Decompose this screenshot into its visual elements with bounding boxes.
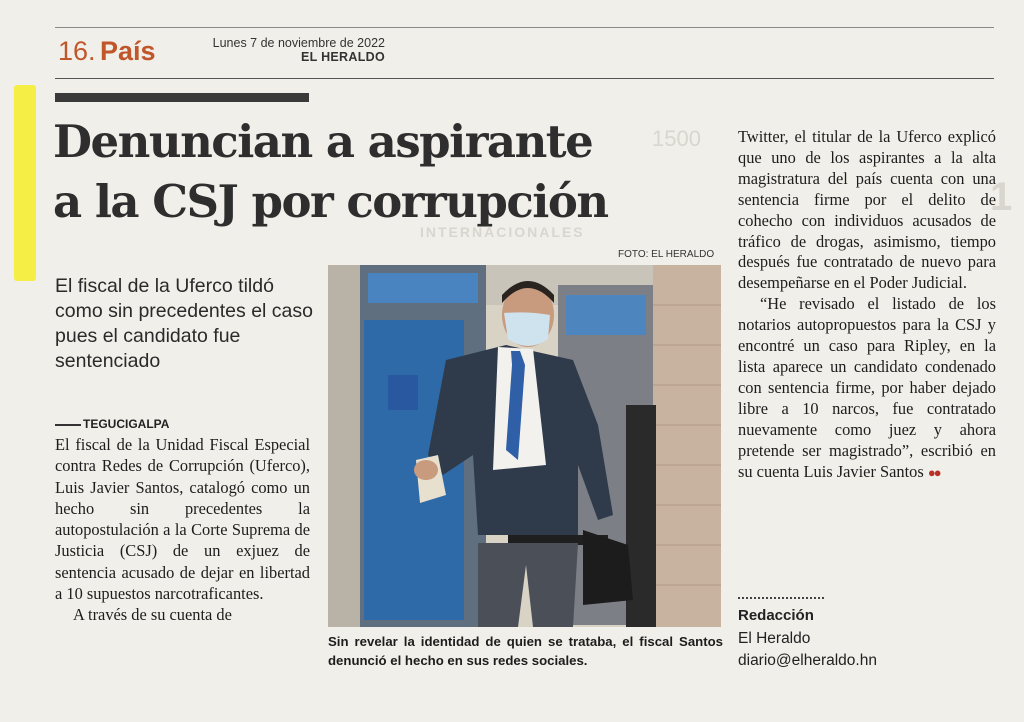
bleed-through-text: 1 [990,175,1013,219]
article-column-3 [738,127,996,483]
end-of-article-mark: ●● [927,464,940,480]
headline-line-2: a la CSJ por corrupción [53,175,608,228]
photo-credit: FOTO: EL HERALDO [618,249,715,260]
photo-illustration [328,265,721,627]
bleed-through-text: INTERNACIONALES [420,224,585,240]
issue-date: Lunes 7 de noviembre de 2022 [212,36,385,50]
body-paragraph: Twitter, el titular de la Uferco explicó que uno de los aspirantes a la alta magistratura del país cuenta con una sentencia firme por el delito de cohecho con individuos acusados de tráfico de drogas, asimismo, tiempo después fue contratado de nuevo para desempeñarse en el Poder Judicial. [738,127,996,293]
page-number: 16. [58,36,96,66]
signature-email: diario@elheraldo.hn [738,652,877,669]
body-paragraph: El fiscal de la Unidad Fiscal Especial contra Redes de Corrupción (Uferco), Luis Javier Santos, catalogó como un hecho sin precedentes la autopostulación a la Corte Suprema de Justicia (CSJ) de un exjuez de sentencia acusado de dejar en libertad a 10 supuestos narcotraficantes. [55,435,310,604]
photo-caption: Sin revelar la identidad de quien se trataba, el fiscal Santos denunció el hecho en sus redes sociales. [328,634,723,668]
dateline-city [55,417,169,431]
page-folio [58,36,156,67]
quote-paragraph-text: “He revisado el listado de los notarios autopropuestos para la CSJ y encontré un caso para Ripley, en la lista aparece un candidato condenado con sentencia firme, por haber dejado libre a 10 narcos, fue contratado nuevamente como juez y ahora pretende ser magistrado”, escribió en su cuenta Luis Javier Santos [738,294,996,481]
body-paragraph: A través de su cuenta de [73,605,232,625]
body-paragraph [738,294,996,483]
article-headline [53,112,693,232]
newspaper-name: EL HERALDO [300,50,385,64]
signature-label: Redacción [738,607,814,624]
header-rule [55,78,994,79]
highlighter-mark [14,85,36,281]
headline-bar [55,93,309,102]
article-dek: El fiscal de la Uferco tildó como sin precedentes el caso pues el candidato fue sentenciado [55,275,313,372]
dateline-city-text: TEGUCIGALPA [83,417,170,431]
dateline-dash [55,424,81,426]
section-name: País [100,36,156,66]
bleed-through-text: 1500 [652,126,701,151]
signature-name: El Heraldo [738,630,811,647]
article-column-1 [55,434,310,626]
top-rule [55,27,994,28]
page-dateline [205,36,385,64]
article-photo [328,265,721,627]
signature-rule [738,597,824,599]
headline-line-1: Denuncian a aspirante [53,115,593,168]
